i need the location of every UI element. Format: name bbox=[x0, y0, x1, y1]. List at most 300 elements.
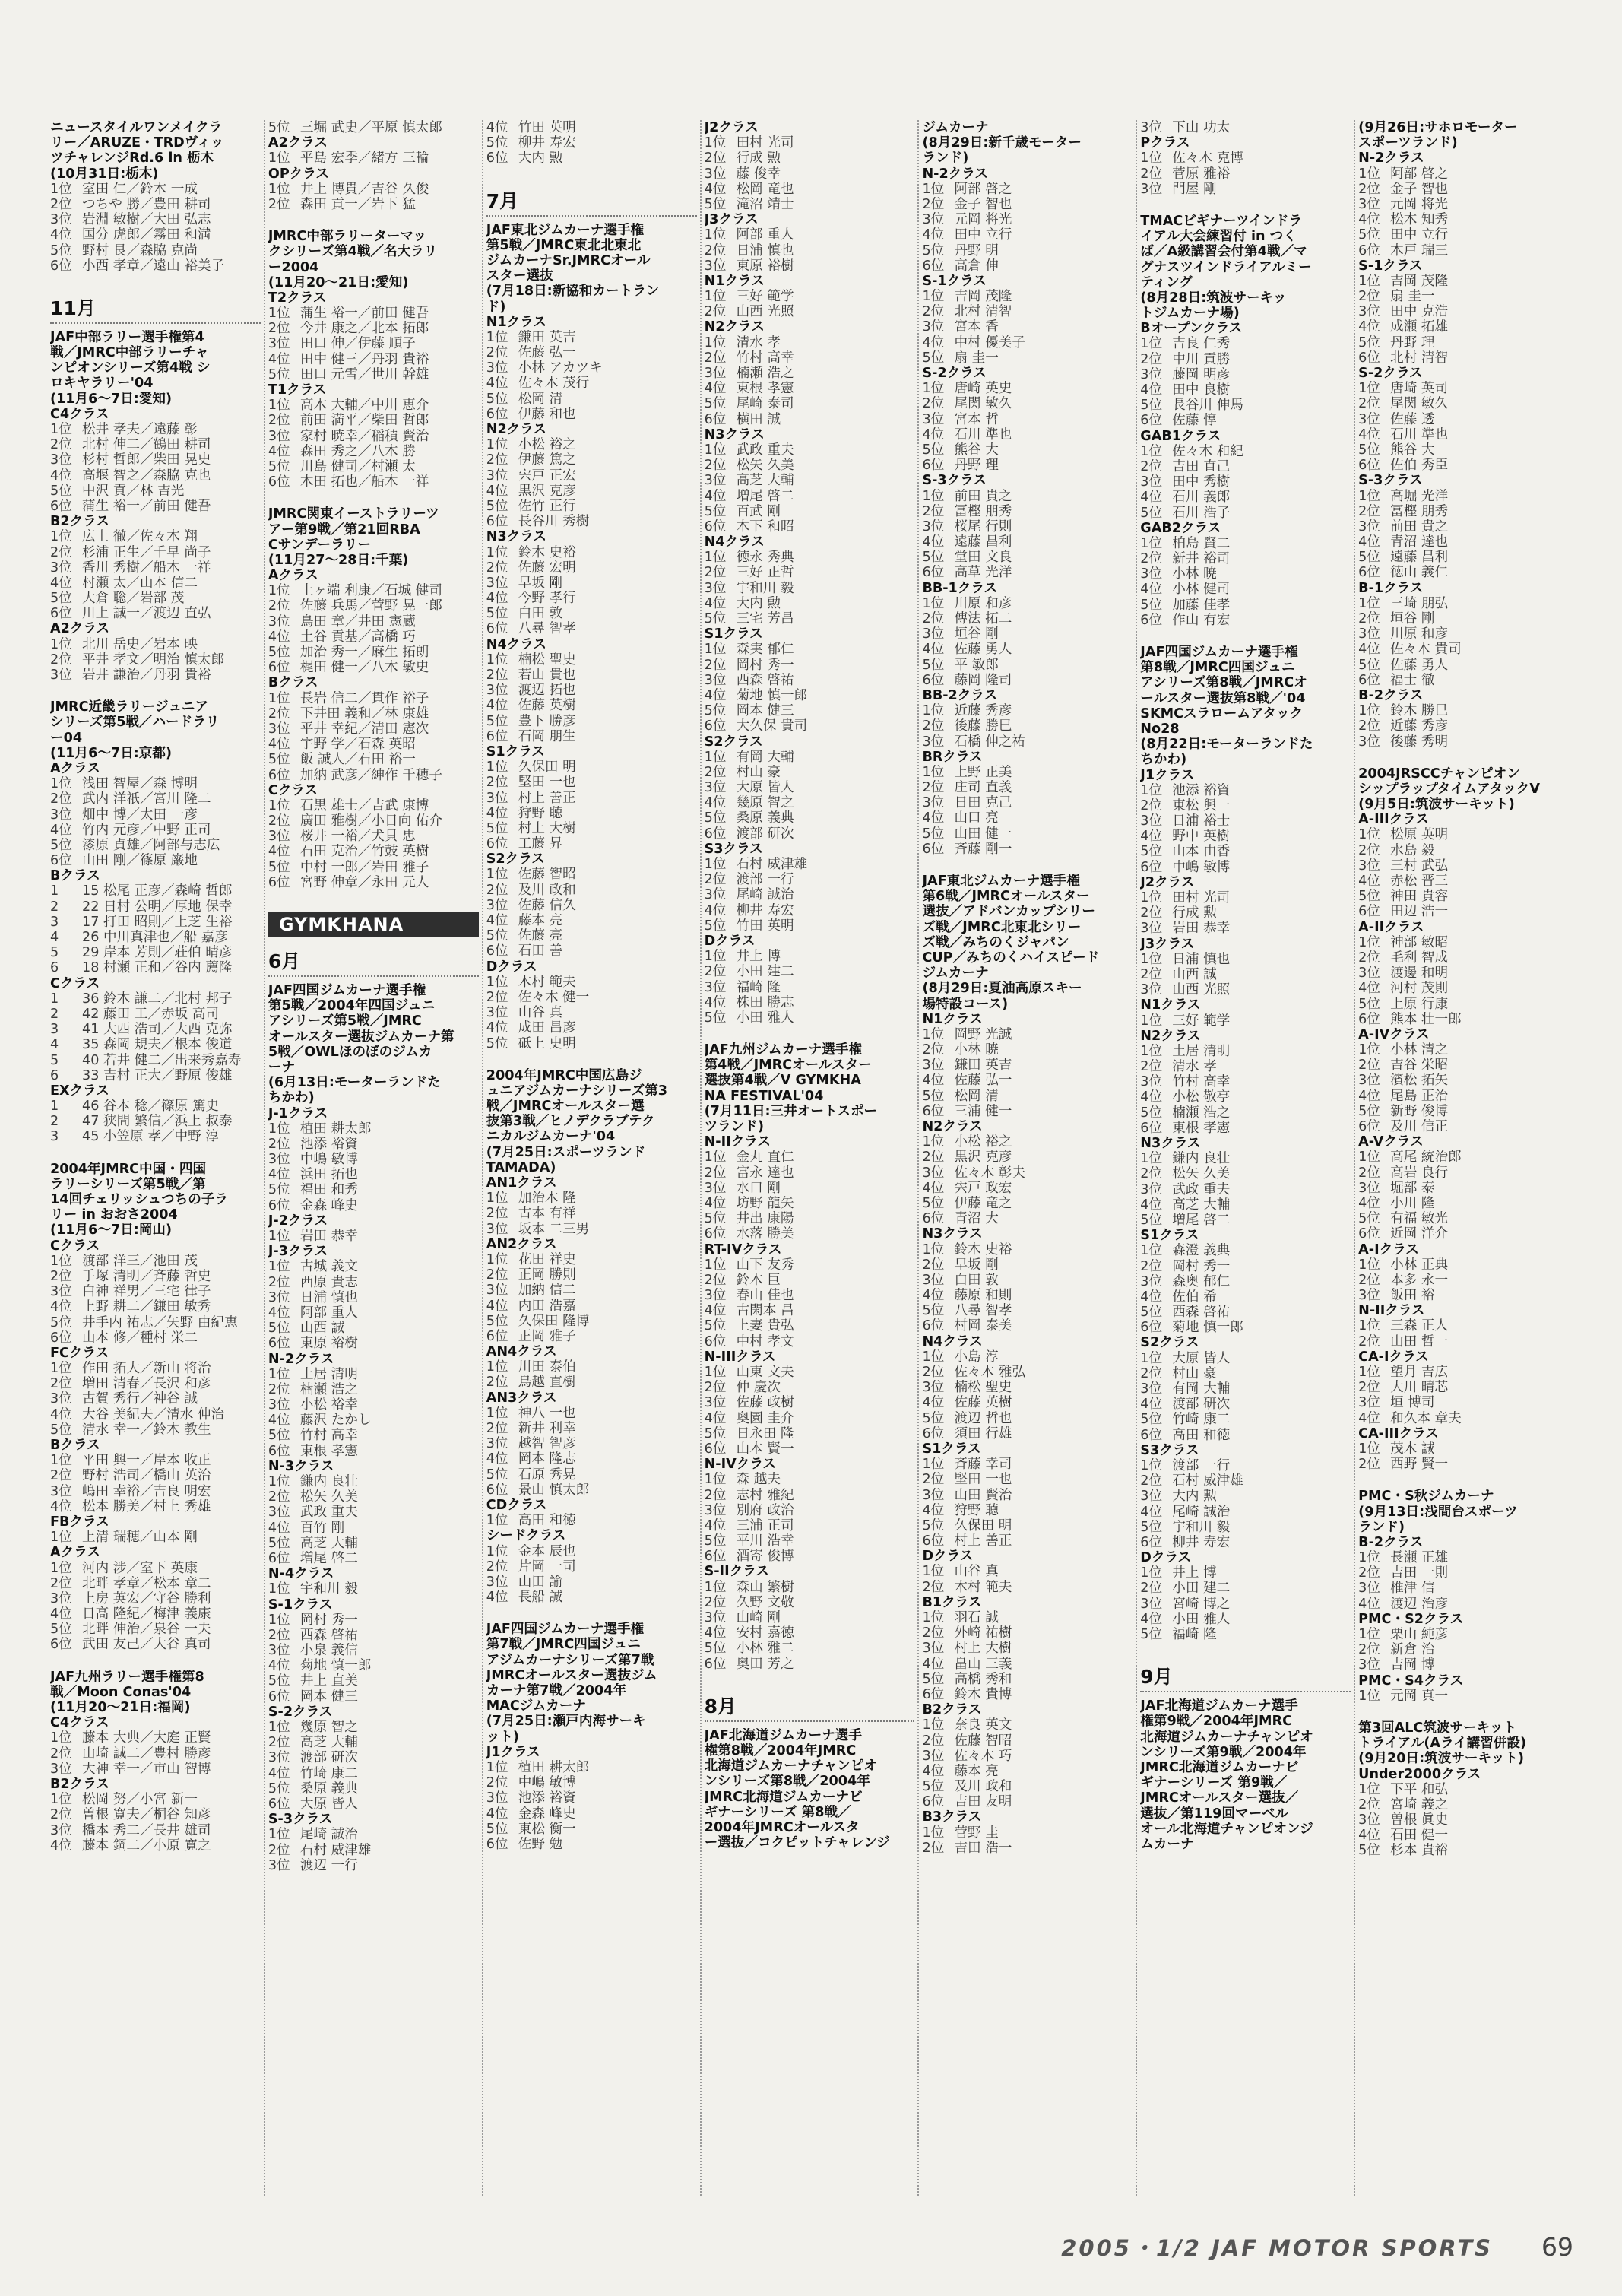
event-heading-line: N4クラス bbox=[704, 534, 765, 550]
result-position: 5位 bbox=[1140, 597, 1163, 613]
result-position: 2位 bbox=[704, 872, 727, 888]
result-names: 及川 政和 bbox=[954, 1779, 1012, 1795]
result-names: 越智 智彦 bbox=[518, 1436, 576, 1452]
result-names: 三好 範学 bbox=[1172, 1013, 1231, 1029]
result-names: 渡辺 哲也 bbox=[954, 1410, 1012, 1426]
result-position: 1位 bbox=[922, 1134, 945, 1150]
result-names: 成瀬 拓雄 bbox=[1390, 319, 1449, 335]
result-position: 2位 bbox=[1358, 1457, 1380, 1473]
result-names: 石原 秀晃 bbox=[518, 1467, 576, 1483]
result-row bbox=[268, 120, 479, 135]
result-row bbox=[922, 1488, 1133, 1503]
result-row bbox=[50, 1068, 261, 1083]
result-position: 4位 bbox=[268, 629, 290, 645]
result-position: 3位 bbox=[922, 212, 945, 228]
event-heading-line: J3クラス bbox=[1140, 936, 1195, 952]
column-3 bbox=[486, 120, 702, 2196]
result-position: 5位 bbox=[50, 591, 72, 607]
result-names: 家村 暁幸／稲積 賢治 bbox=[299, 428, 429, 444]
result-row bbox=[1358, 935, 1570, 950]
result-names: 渡部 研次 bbox=[736, 826, 794, 842]
result-position: 2位 bbox=[922, 1042, 945, 1058]
result-names: 中川 貢勝 bbox=[1172, 351, 1231, 367]
result-names: 下山 功太 bbox=[1172, 120, 1231, 135]
result-names: 田辺 浩一 bbox=[1390, 904, 1449, 920]
result-row bbox=[922, 1089, 1133, 1104]
result-names: 木戸 瑞三 bbox=[1390, 243, 1449, 258]
result-names: 漆原 貞雄／阿部与志広 bbox=[82, 837, 220, 853]
result-names: 山西 誠 bbox=[299, 1321, 345, 1337]
result-row bbox=[50, 1330, 261, 1346]
event-heading-line: N4クラス bbox=[486, 636, 546, 652]
result-position: 4位 bbox=[50, 1498, 72, 1514]
spacer bbox=[705, 1026, 915, 1042]
result-row bbox=[922, 335, 1133, 350]
result-position: 2位 bbox=[268, 598, 290, 614]
result-position: 4位 bbox=[922, 1502, 945, 1518]
result-position: 2位 bbox=[50, 1746, 72, 1762]
event-heading-line: Bクラス bbox=[50, 868, 100, 884]
result-names: 杉村 哲郎／柴田 晃史 bbox=[82, 452, 211, 468]
result-names: 加納 信二 bbox=[518, 1283, 576, 1299]
result-names: 手塚 清明／斉藤 哲史 bbox=[82, 1268, 211, 1284]
result-position: 2位 bbox=[268, 1627, 290, 1643]
result-position: 2位 bbox=[486, 1421, 508, 1436]
result-position: 6位 bbox=[922, 258, 945, 274]
result-names: 17 打田 昭則／上芝 生裕 bbox=[82, 914, 233, 930]
result-position: 1位 bbox=[704, 335, 727, 350]
event-heading-line: 戦／JMRCオールスター選 bbox=[486, 1099, 645, 1115]
result-names: 内田 浩嘉 bbox=[518, 1298, 576, 1314]
result-row bbox=[486, 1222, 697, 1237]
event-heading-line: FCクラス bbox=[50, 1345, 109, 1361]
result-row bbox=[922, 1150, 1133, 1165]
result-position: 2位 bbox=[1358, 289, 1380, 305]
result-position: 4位 bbox=[486, 1806, 508, 1822]
result-position: 5位 bbox=[486, 1313, 508, 1329]
result-names: 小田 建二 bbox=[736, 964, 794, 980]
result-row bbox=[268, 151, 479, 166]
event-heading-line: CA-IIIクラス bbox=[1358, 1425, 1439, 1441]
result-position: 5位 bbox=[268, 859, 290, 875]
event-heading-line: N-2クラス bbox=[922, 166, 988, 182]
result-position: 1位 bbox=[922, 1717, 945, 1733]
result-names: 46 谷本 稔／篠原 篤史 bbox=[82, 1099, 219, 1115]
result-row bbox=[1358, 596, 1570, 611]
result-row bbox=[922, 795, 1133, 810]
result-row bbox=[1358, 1782, 1570, 1797]
column-1 bbox=[50, 120, 265, 2196]
event-heading-line: 北海道ジムカーナチャンピオ bbox=[704, 1758, 878, 1774]
result-position: 4位 bbox=[1140, 1397, 1163, 1413]
event-heading-line: Aクラス bbox=[50, 760, 100, 776]
result-row bbox=[268, 1428, 479, 1443]
result-names: 三浦 健一 bbox=[954, 1103, 1012, 1119]
result-names: 柏島 賢二 bbox=[1172, 535, 1231, 551]
result-names: 毛利 智成 bbox=[1390, 950, 1449, 966]
result-row bbox=[268, 336, 479, 351]
result-position: 2位 bbox=[922, 1257, 945, 1273]
result-position: 4位 bbox=[268, 1167, 290, 1183]
result-position: 6位 bbox=[1358, 904, 1380, 920]
result-position: 3位 bbox=[1358, 1180, 1380, 1196]
result-names: 竹崎 康二 bbox=[299, 1765, 358, 1781]
result-row bbox=[486, 1314, 697, 1329]
result-names: 熊谷 大 bbox=[1390, 442, 1435, 458]
result-names: 小林 暁 bbox=[1172, 566, 1217, 582]
result-row bbox=[486, 1806, 697, 1822]
event-heading-line: ー2004 bbox=[268, 259, 319, 275]
result-row bbox=[486, 1590, 697, 1605]
result-row bbox=[922, 1657, 1133, 1672]
result-row bbox=[50, 1007, 261, 1022]
spacer bbox=[705, 1672, 915, 1689]
event-heading-line: JAF四国ジムカーナ選手権 bbox=[1140, 645, 1298, 660]
result-row bbox=[1358, 658, 1570, 673]
event-heading-line: JMRCオールスター選抜／ bbox=[1140, 1790, 1299, 1806]
result-row bbox=[50, 1391, 261, 1406]
result-names: 大久保 貴司 bbox=[736, 718, 808, 734]
result-names: 池添 裕資 bbox=[299, 1136, 358, 1152]
result-names: 扇 圭一 bbox=[954, 350, 999, 366]
event-heading-line: アー第9戦／第21回RBA bbox=[268, 522, 420, 538]
result-row bbox=[922, 1073, 1133, 1088]
result-position: 2位 bbox=[50, 1468, 72, 1484]
result-position: 4位 bbox=[922, 227, 945, 243]
result-position: 3位 bbox=[1358, 1073, 1380, 1089]
result-row bbox=[1358, 1226, 1570, 1242]
result-position: 5位 bbox=[1140, 1519, 1163, 1535]
event-heading-line: ロキヤラリー'04 bbox=[50, 376, 154, 392]
event-heading-line: JAF北海道ジムカーナ選手 bbox=[1140, 1698, 1298, 1714]
result-row bbox=[705, 1426, 915, 1441]
result-names: 横田 誠 bbox=[736, 411, 781, 427]
result-names: 鳥田 章／井田 憲蔵 bbox=[299, 614, 416, 629]
result-names: 森田 秀之／八木 勝 bbox=[299, 443, 416, 459]
event-heading-line: C4クラス bbox=[50, 1715, 109, 1731]
result-names: 岡本 健三 bbox=[736, 703, 794, 719]
result-position: 5位 bbox=[922, 442, 945, 458]
result-row bbox=[486, 1544, 697, 1559]
result-row bbox=[705, 765, 915, 780]
result-row bbox=[1358, 289, 1570, 304]
result-row bbox=[268, 1321, 479, 1336]
result-row bbox=[1140, 151, 1351, 166]
result-names: 石村 威津雄 bbox=[1172, 1473, 1243, 1489]
spacer bbox=[1140, 197, 1351, 214]
result-row bbox=[705, 887, 915, 902]
result-names: 田中 健三／丹羽 貴裕 bbox=[299, 351, 429, 367]
result-names: 土居 清明 bbox=[299, 1366, 358, 1382]
result-row bbox=[486, 698, 697, 713]
result-position: 2位 bbox=[1140, 1473, 1163, 1489]
result-row bbox=[50, 1376, 261, 1391]
event-heading-line: BB-1クラス bbox=[922, 580, 998, 596]
event-heading-line: Bクラス bbox=[268, 675, 318, 691]
result-row bbox=[50, 1838, 261, 1854]
event-heading-line: (9月5日:筑波サーキット) bbox=[1358, 797, 1515, 813]
result-row bbox=[268, 1382, 479, 1397]
result-row bbox=[268, 813, 479, 829]
result-position: 4位 bbox=[268, 844, 290, 860]
result-names: 高草 光洋 bbox=[954, 565, 1012, 581]
result-names: 近岡 洋介 bbox=[1390, 1226, 1449, 1242]
result-position: 3位 bbox=[922, 319, 945, 335]
result-names: 坊野 龍矢 bbox=[736, 1195, 794, 1211]
result-row bbox=[1140, 1428, 1351, 1443]
result-row bbox=[705, 504, 915, 519]
result-row bbox=[705, 1334, 915, 1349]
result-position: 6位 bbox=[268, 1443, 290, 1459]
result-row bbox=[50, 1530, 261, 1545]
result-row bbox=[1140, 1489, 1351, 1504]
result-row bbox=[1358, 1165, 1570, 1181]
result-row bbox=[268, 1259, 479, 1274]
section-banner: GYMKHANA bbox=[268, 912, 479, 937]
result-names: 森実 郁仁 bbox=[736, 642, 794, 658]
result-row bbox=[486, 514, 697, 529]
result-row bbox=[1358, 1395, 1570, 1410]
result-row bbox=[1140, 1305, 1351, 1320]
result-names: 石川 準也 bbox=[954, 427, 1012, 442]
result-row bbox=[705, 1380, 915, 1395]
result-position: 5位 bbox=[486, 713, 508, 729]
result-names: 田村 光司 bbox=[736, 135, 794, 151]
result-row bbox=[1140, 459, 1351, 474]
result-row bbox=[922, 289, 1133, 304]
result-row bbox=[268, 1735, 479, 1750]
result-position: 3位 bbox=[1140, 181, 1163, 197]
result-row bbox=[705, 1657, 915, 1672]
result-row bbox=[705, 1365, 915, 1380]
event-heading-line: オール北海道チャンピオンジ bbox=[1140, 1821, 1313, 1837]
result-position: 1位 bbox=[1358, 1365, 1380, 1380]
result-names: 小泉 義信 bbox=[299, 1643, 358, 1659]
month-heading: 7月 bbox=[486, 183, 697, 217]
result-row bbox=[1358, 182, 1570, 197]
result-position: 2位 bbox=[268, 706, 290, 721]
result-row bbox=[922, 1211, 1133, 1226]
event-heading-line: S-1クラス bbox=[922, 273, 987, 289]
result-row bbox=[705, 810, 915, 826]
result-position: 2位 bbox=[1140, 798, 1163, 813]
result-names: 竹村 高幸 bbox=[736, 350, 794, 366]
event-heading-line: JAF九州ラリー選手権第8 bbox=[50, 1669, 204, 1685]
result-row bbox=[1358, 966, 1570, 981]
result-position: 4位 bbox=[486, 698, 508, 714]
result-names: 山田 剛／篠原 巌地 bbox=[82, 853, 198, 869]
result-position: 2位 bbox=[50, 1268, 72, 1284]
event-heading-line: NA FESTIVAL'04 bbox=[704, 1088, 824, 1104]
result-names: 加藤 佳孝 bbox=[1172, 597, 1231, 613]
result-position: 3位 bbox=[1358, 519, 1380, 534]
event-heading-line: B-1クラス bbox=[1358, 580, 1424, 596]
result-position: 2位 bbox=[922, 611, 945, 626]
result-position: 4位 bbox=[486, 1590, 508, 1606]
result-row bbox=[50, 1099, 261, 1114]
result-row bbox=[705, 1549, 915, 1564]
result-row bbox=[1358, 1441, 1570, 1457]
result-names: 田口 元雪／世川 幹雄 bbox=[299, 366, 429, 382]
event-heading-line: ティング bbox=[1140, 274, 1193, 290]
result-position: 3位 bbox=[704, 979, 727, 995]
result-names: 丹野 明 bbox=[954, 243, 999, 258]
result-position: 5位 bbox=[268, 1535, 290, 1551]
result-position: 1位 bbox=[704, 289, 727, 305]
result-names: 小田 雅人 bbox=[736, 1010, 794, 1026]
result-names: 村上 大樹 bbox=[954, 1641, 1012, 1657]
event-heading-line: N-2クラス bbox=[268, 1351, 334, 1367]
result-names: 高芝 大輔 bbox=[299, 1535, 358, 1551]
result-row bbox=[50, 776, 261, 791]
event-heading-line: S1クラス bbox=[922, 1441, 981, 1457]
result-names: 工藤 昇 bbox=[518, 836, 563, 852]
result-position: 1位 bbox=[1140, 1457, 1163, 1473]
result-row bbox=[1140, 1351, 1351, 1366]
result-names: 土ヶ端 利康／石城 健司 bbox=[299, 583, 442, 599]
event-heading-line: PMC・S2クラス bbox=[1358, 1611, 1464, 1627]
result-position: 2位 bbox=[486, 882, 508, 898]
result-names: 嶋田 幸裕／吉良 明宏 bbox=[82, 1483, 211, 1499]
result-row bbox=[268, 1658, 479, 1673]
result-position: 2位 bbox=[50, 196, 72, 212]
result-names: 前田 貴之 bbox=[954, 488, 1012, 504]
result-names: 阿部 啓之 bbox=[954, 181, 1012, 197]
event-heading-line: J3クラス bbox=[704, 212, 759, 228]
spacer bbox=[922, 857, 1133, 874]
result-position: 4位 bbox=[922, 1073, 945, 1089]
result-row bbox=[1358, 396, 1570, 411]
result-row bbox=[268, 1551, 479, 1566]
event-heading-line: Aクラス bbox=[50, 1545, 100, 1561]
result-names: 佐々木 和紀 bbox=[1172, 443, 1243, 459]
result-position: 2位 bbox=[486, 560, 508, 576]
result-names: 長瀬 正雄 bbox=[1390, 1550, 1449, 1566]
event-heading-line: Dクラス bbox=[486, 959, 537, 975]
result-position: 6位 bbox=[1358, 565, 1380, 581]
result-names: 井上 博 bbox=[1172, 1565, 1217, 1581]
result-position: 2位 bbox=[922, 1840, 945, 1856]
result-names: 山下 友秀 bbox=[736, 1257, 794, 1273]
result-names: 鎌内 良壮 bbox=[299, 1474, 358, 1489]
event-heading-line: JMRCオールスター選抜ジム bbox=[486, 1667, 657, 1683]
result-row bbox=[50, 899, 261, 915]
event-heading-line: 2004JRSCCチャンピオン bbox=[1358, 766, 1520, 782]
result-position: 4位 bbox=[1358, 981, 1380, 997]
result-position: 5位 bbox=[268, 645, 290, 660]
result-names: 藤岡 明彦 bbox=[1172, 366, 1231, 382]
result-row bbox=[705, 350, 915, 366]
result-row bbox=[705, 489, 915, 504]
result-row bbox=[1140, 844, 1351, 859]
result-names: 日浦 慎也 bbox=[299, 1289, 358, 1305]
result-row bbox=[1358, 550, 1570, 565]
result-row bbox=[922, 1181, 1133, 1196]
result-row bbox=[486, 913, 697, 928]
result-names: 平井 孝文／明治 慎太郎 bbox=[82, 652, 225, 668]
result-position: 1位 bbox=[268, 1720, 290, 1735]
result-position: 2位 bbox=[922, 718, 945, 734]
result-names: 小松 裕之 bbox=[954, 1134, 1012, 1150]
result-row bbox=[50, 1746, 261, 1762]
result-row bbox=[50, 791, 261, 807]
result-row bbox=[1140, 813, 1351, 829]
result-position: 5位 bbox=[922, 1088, 945, 1104]
result-names: 佐々木 健一 bbox=[518, 989, 590, 1005]
result-row bbox=[268, 474, 479, 490]
result-row bbox=[922, 1303, 1133, 1318]
result-row bbox=[50, 1792, 261, 1807]
result-row bbox=[50, 1622, 261, 1637]
result-names: 尾関 敏久 bbox=[954, 396, 1012, 412]
result-names: 佐々木 克博 bbox=[1172, 151, 1243, 166]
result-names: 森奥 郁仁 bbox=[1172, 1273, 1231, 1289]
result-names: 百武 剛 bbox=[736, 503, 781, 519]
result-position: 6位 bbox=[1358, 672, 1380, 688]
event-heading-line: J1クラス bbox=[1140, 767, 1195, 783]
event-heading-line: GAB1クラス bbox=[1140, 428, 1221, 444]
result-position: 4位 bbox=[268, 737, 290, 753]
result-names: 三浦 正司 bbox=[736, 1517, 794, 1533]
result-position: 6位 bbox=[1358, 458, 1380, 474]
result-names: 石岡 朋生 bbox=[518, 728, 576, 744]
result-names: 渡部 研次 bbox=[299, 1750, 358, 1766]
result-row bbox=[1358, 1812, 1570, 1828]
result-position: 4位 bbox=[704, 1625, 727, 1641]
spacer bbox=[50, 1653, 261, 1670]
result-position: 2位 bbox=[50, 1376, 72, 1392]
result-row bbox=[705, 458, 915, 473]
result-position: 3位 bbox=[922, 1487, 945, 1503]
result-position: 2位 bbox=[704, 964, 727, 980]
result-names: 垣谷 剛 bbox=[954, 626, 999, 642]
result-row bbox=[705, 995, 915, 1010]
event-heading-line: N4クラス bbox=[922, 1334, 983, 1349]
result-names: 扇 圭一 bbox=[1390, 289, 1435, 305]
result-position: 5位 bbox=[268, 1673, 290, 1689]
result-position: 5位 bbox=[486, 1821, 508, 1837]
event-heading-line: ギナーシリーズ 第9戦／ bbox=[1140, 1775, 1288, 1791]
result-position: 1位 bbox=[1358, 1150, 1380, 1165]
result-position: 6位 bbox=[486, 514, 508, 530]
result-row bbox=[268, 1367, 479, 1382]
event-heading-line: TMACビギナーツインドラ bbox=[1140, 213, 1303, 229]
result-names: 大内 勲 bbox=[518, 151, 563, 166]
result-names: 前田 貴之 bbox=[1390, 519, 1449, 534]
result-names: 尾崎 誠治 bbox=[299, 1827, 358, 1843]
result-names: 上野 正美 bbox=[954, 764, 1012, 780]
result-position: 4位 bbox=[486, 591, 508, 607]
result-position: 4位 bbox=[1358, 1828, 1380, 1844]
result-row bbox=[486, 1406, 697, 1421]
result-names: 42 藤田 工／赤坂 高司 bbox=[82, 1006, 219, 1022]
result-row bbox=[1358, 997, 1570, 1012]
result-names: 和久本 章夫 bbox=[1390, 1410, 1462, 1426]
event-heading-line: アシリーズ第8戦／JMRCオ bbox=[1140, 675, 1307, 691]
result-row bbox=[50, 243, 261, 258]
result-row bbox=[922, 1273, 1133, 1288]
event-heading-line: 抜第3戦／ヒノデクラブテク bbox=[486, 1114, 655, 1130]
result-names: 川原 和彦 bbox=[954, 595, 1012, 611]
result-row bbox=[486, 468, 697, 484]
result-row bbox=[1140, 551, 1351, 566]
result-position: 4位 bbox=[704, 994, 727, 1010]
result-names: 佐藤 亮 bbox=[518, 928, 563, 944]
result-row bbox=[1140, 1458, 1351, 1473]
result-position: 1位 bbox=[50, 636, 72, 652]
event-heading-line: S-3クラス bbox=[268, 1812, 333, 1828]
result-position: 1位 bbox=[486, 1191, 508, 1207]
